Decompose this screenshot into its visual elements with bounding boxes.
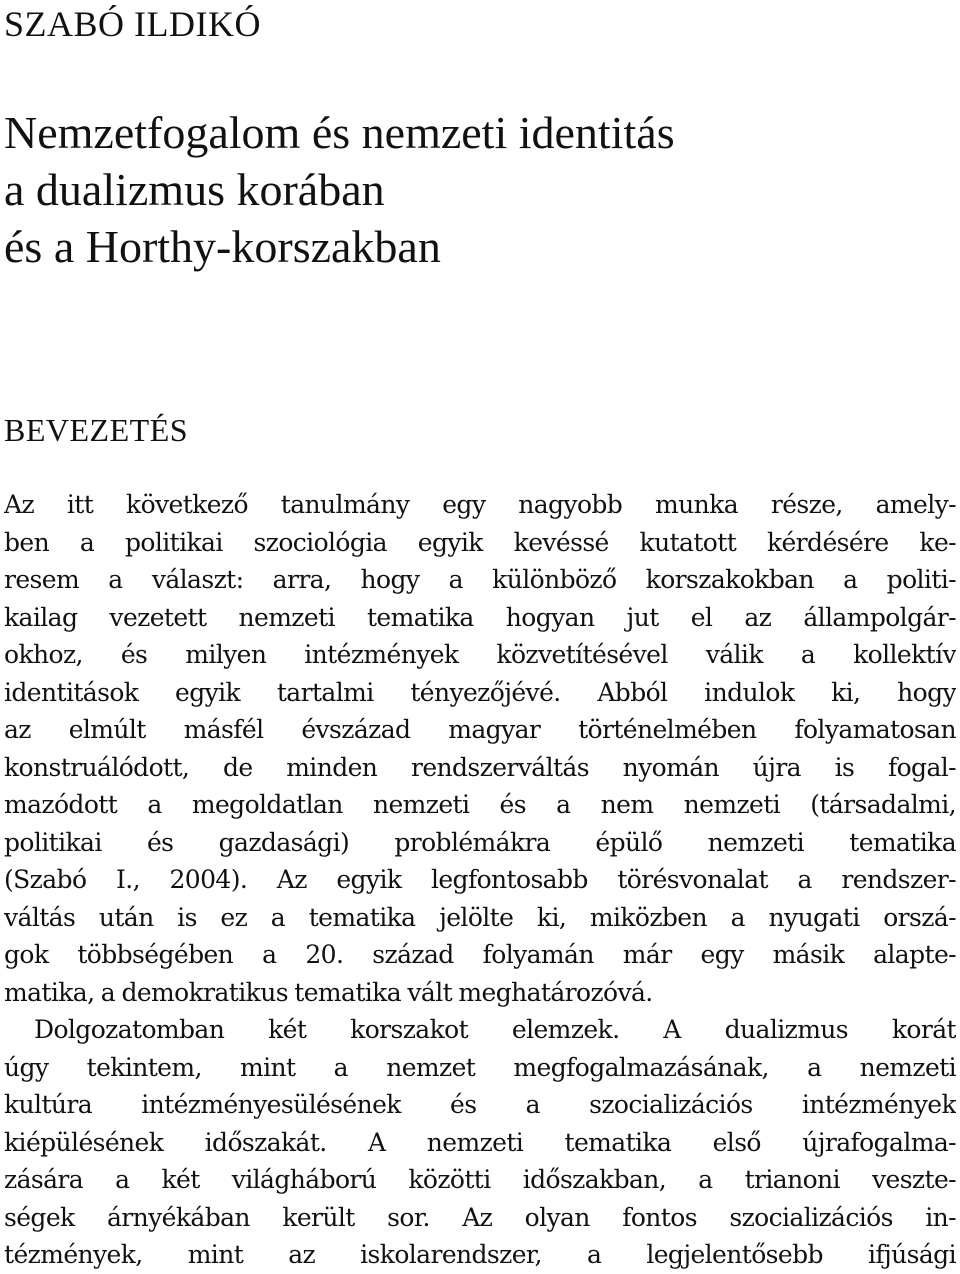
body-line: Az itt következő tanulmány egy nagyobb munka része, amely- (4, 490, 956, 519)
title-line: Nemzetfogalom és nemzeti identitás (4, 107, 675, 158)
body-line: gok többségében a 20. század folyamán már egy másik alapte- (4, 940, 956, 969)
body-line: úgy tekintem, mint a nemzet megfogalmazásának, a nemzeti (4, 1052, 956, 1082)
body-line: az elmúlt másfél évszázad magyar történelmében folyamatosan (4, 715, 956, 744)
body-line: váltás után is ez a tematika jelölte ki, miközben a nyugati orszá- (4, 902, 956, 932)
body-line: mazódott a megoldatlan nemzeti és a nem nemzeti (társadalmi, (4, 790, 956, 819)
body-line: okhoz, és milyen intézmények közvetítésével válik a kollektív (4, 640, 956, 669)
body-line: tézmények, mint az iskolarendszer, a legjelentősebb ifjúsági (4, 1240, 956, 1269)
body-line: konstruálódott, de minden rendszerváltás nyomán újra is fogal- (4, 752, 956, 782)
body-line: (Szabó I., 2004). Az egyik legfontosabb törésvonalat a rendszer- (4, 865, 956, 894)
title-line: és a Horthy-korszakban (4, 221, 441, 272)
body-line: ségek árnyékában került sor. Az olyan fontos szocializációs in- (4, 1202, 956, 1232)
body-line: identitások egyik tartalmi tényezőjévé. Abból indulok ki, hogy (4, 677, 956, 707)
body-line: politikai és gazdasági) problémákra épülő nemzeti tematika (4, 827, 956, 857)
body-line: kultúra intézményesülésének és a szocializációs intézmények (4, 1090, 956, 1119)
title-line: a dualizmus korában (4, 164, 385, 215)
body-line: kailag vezetett nemzeti tematika hogyan jut el az állampolgár- (4, 602, 956, 632)
body-text (4, 486, 956, 1274)
body-line: zására a két világháború közötti időszakban, a trianoni veszte- (4, 1165, 956, 1194)
body-line: kiépülésének időszakát. A nemzeti tematika első újrafogalma- (4, 1127, 956, 1157)
body-line: ben a politikai szociológia egyik kevéssé kutatott kérdésére ke- (4, 527, 956, 557)
body-line: resem a választ: arra, hogy a különböző korszakokban a politi- (4, 565, 956, 594)
article-title (4, 104, 944, 275)
body-line: Dolgozatomban két korszakot elemzek. A dualizmus korát (34, 1015, 956, 1044)
section-heading: BEVEZETÉS (4, 412, 189, 448)
author-name: SZABÓ ILDIKÓ (4, 4, 261, 44)
body-line: matika, a demokratikus tematika vált meghatározóvá. (4, 977, 653, 1007)
